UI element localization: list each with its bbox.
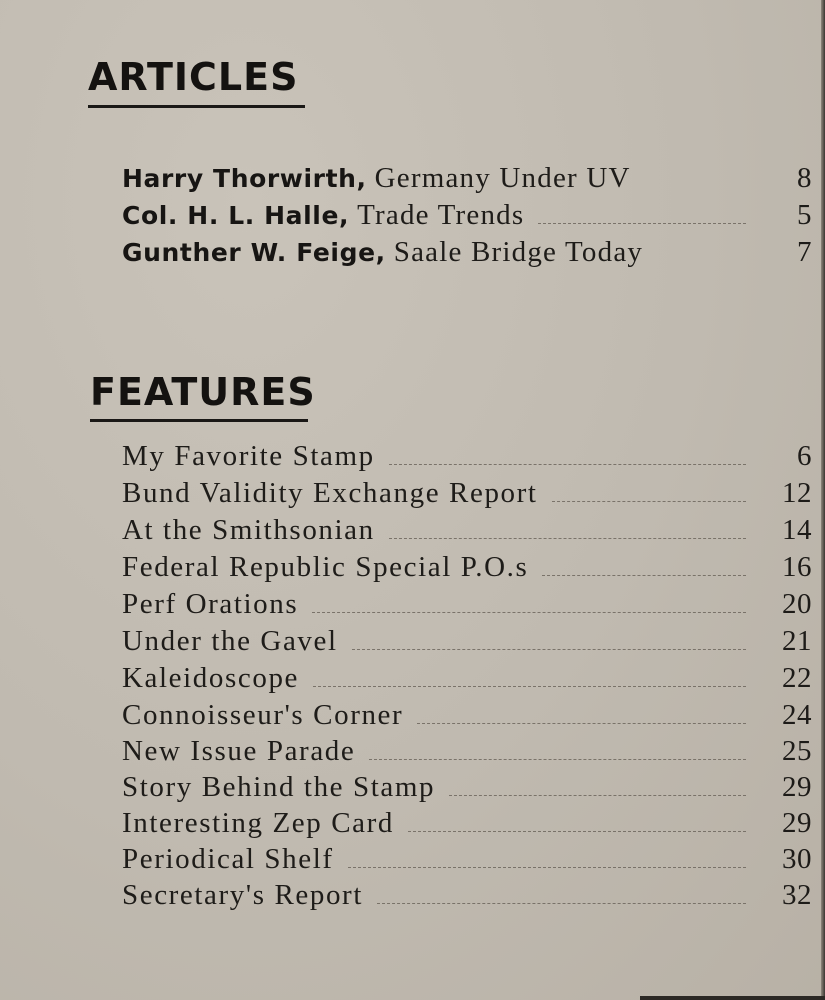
feature-entry[interactable] xyxy=(122,697,812,733)
article-page-number: 7 xyxy=(797,236,812,268)
dot-leader xyxy=(538,223,746,224)
feature-entry[interactable] xyxy=(122,805,812,841)
feature-entry[interactable] xyxy=(122,733,812,769)
article-title: Germany Under UV xyxy=(374,162,631,194)
feature-page-number: 22 xyxy=(782,662,812,694)
feature-entry[interactable] xyxy=(122,512,812,548)
feature-title: Kaleidoscope xyxy=(122,662,300,694)
feature-title: Interesting Zep Card xyxy=(122,807,394,839)
feature-entry[interactable] xyxy=(122,841,812,877)
article-author: Gunther W. Feige, xyxy=(122,238,386,267)
article-title: Saale Bridge Today xyxy=(393,236,644,268)
feature-page-number: 29 xyxy=(782,807,812,839)
feature-title: Secretary's Report xyxy=(122,879,363,911)
feature-page-number: 14 xyxy=(782,514,812,546)
feature-title: Periodical Shelf xyxy=(122,843,334,875)
article-author: Col. H. L. Halle, xyxy=(122,201,350,230)
feature-entry[interactable] xyxy=(122,549,812,585)
dot-leader xyxy=(313,686,746,687)
page-right-edge xyxy=(821,0,825,1000)
dot-leader xyxy=(352,649,746,650)
dot-leader xyxy=(369,759,746,760)
feature-title: At the Smithsonian xyxy=(122,514,375,546)
dot-leader xyxy=(542,575,746,576)
article-entry[interactable] xyxy=(122,160,812,196)
articles-heading-underline xyxy=(88,105,305,108)
feature-title: Connoisseur's Corner xyxy=(122,699,404,731)
feature-title: Under the Gavel xyxy=(122,625,338,657)
feature-title: Story Behind the Stamp xyxy=(122,771,436,803)
feature-entry[interactable] xyxy=(122,877,812,913)
page-bottom-edge xyxy=(640,996,825,1000)
feature-entry[interactable] xyxy=(122,475,812,511)
feature-page-number: 24 xyxy=(782,699,812,731)
article-entry[interactable] xyxy=(122,197,812,233)
dot-leader xyxy=(377,903,746,904)
feature-entry[interactable] xyxy=(122,660,812,696)
feature-page-number: 20 xyxy=(782,588,812,620)
features-heading-underline xyxy=(90,419,308,422)
feature-title: New Issue Parade xyxy=(122,735,356,767)
feature-page-number: 32 xyxy=(782,879,812,911)
feature-title: Perf Orations xyxy=(122,588,299,620)
article-title: Trade Trends xyxy=(357,199,525,231)
feature-entry[interactable] xyxy=(122,586,812,622)
dot-leader xyxy=(348,867,746,868)
feature-page-number: 6 xyxy=(797,440,812,472)
feature-title: Federal Republic Special P.O.s xyxy=(122,551,529,583)
dot-leader xyxy=(417,723,746,724)
dot-leader xyxy=(389,464,746,465)
feature-page-number: 12 xyxy=(782,477,812,509)
feature-entry[interactable] xyxy=(122,438,812,474)
dot-leader xyxy=(408,831,746,832)
feature-page-number: 29 xyxy=(782,771,812,803)
article-entry[interactable] xyxy=(122,234,812,270)
dot-leader xyxy=(552,501,746,502)
dot-leader xyxy=(389,538,746,539)
feature-page-number: 16 xyxy=(782,551,812,583)
dot-leader xyxy=(449,795,746,796)
feature-title: Bund Validity Exchange Report xyxy=(122,477,538,509)
feature-page-number: 21 xyxy=(782,625,812,657)
article-page-number: 8 xyxy=(797,162,812,194)
feature-entry[interactable] xyxy=(122,623,812,659)
article-author: Harry Thorwirth, xyxy=(122,164,367,193)
article-page-number: 5 xyxy=(797,199,812,231)
feature-page-number: 25 xyxy=(782,735,812,767)
feature-entry[interactable] xyxy=(122,769,812,805)
feature-title: My Favorite Stamp xyxy=(122,440,375,472)
articles-heading: ARTICLES xyxy=(88,55,299,99)
feature-page-number: 30 xyxy=(782,843,812,875)
features-heading: FEATURES xyxy=(90,370,316,414)
dot-leader xyxy=(312,612,746,613)
